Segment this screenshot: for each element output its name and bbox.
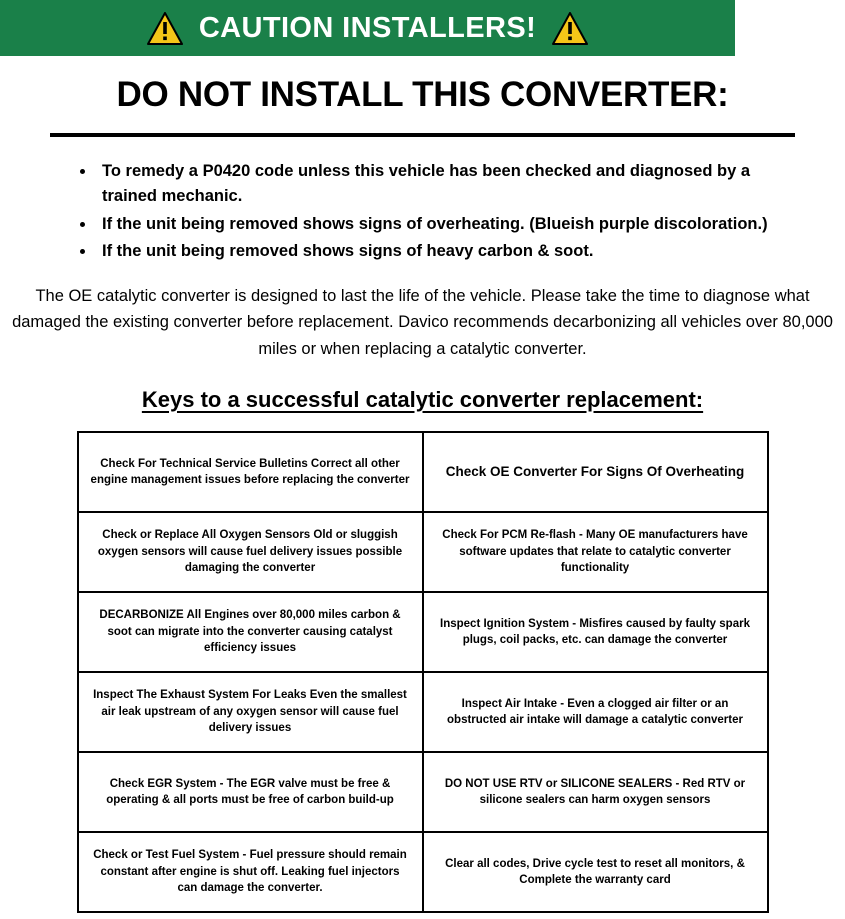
- table-cell-left: Inspect The Exhaust System For Leaks Even the smallest air leak upstream of any oxygen sensor will cause fuel delivery issues: [78, 672, 423, 752]
- list-item: • If the unit being removed shows signs of overheating. (Blueish purple discoloration.): [96, 212, 775, 238]
- caution-banner: [0, 0, 735, 56]
- table-cell-right: Inspect Air Intake - Even a clogged air filter or an obstructed air intake will damage a catalytic converter: [423, 672, 768, 752]
- table-row: [78, 752, 768, 832]
- table-cell-right: Check For PCM Re-flash - Many OE manufacturers have software updates that relate to catalytic converter functionality: [423, 512, 768, 592]
- table-cell-right: Inspect Ignition System - Misfires caused by faulty spark plugs, coil packs, etc. can damage the converter: [423, 592, 768, 672]
- table-cell-left: Check or Test Fuel System - Fuel pressure should remain constant after engine is shut off. Leaking fuel injectors can damage the converter.: [78, 832, 423, 912]
- caution-banner-text: CAUTION INSTALLERS!: [198, 11, 537, 44]
- table-cell-right: Clear all codes, Drive cycle test to reset all monitors, & Complete the warranty card: [423, 832, 768, 912]
- table-cell-left: DECARBONIZE All Engines over 80,000 miles carbon & soot can migrate into the converter causing catalyst efficiency issues: [78, 592, 423, 672]
- advisory-paragraph: The OE catalytic converter is designed to last the life of the vehicle. Please take the time to diagnose what damaged the existing converter before replacement. Davico recommends decarbonizing all vehicles over 80,000 miles or when replacing a catalytic converter.: [12, 286, 833, 359]
- table-cell-left: Check For Technical Service Bulletins Correct all other engine management issues before replacing the converter: [78, 432, 423, 512]
- page-title: DO NOT INSTALL THIS CONVERTER:: [116, 75, 729, 114]
- table-row: [78, 432, 768, 512]
- title-divider: [50, 133, 795, 137]
- table-cell-right: DO NOT USE RTV or SILICONE SEALERS - Red RTV or silicone sealers can harm oxygen sensors: [423, 752, 768, 832]
- list-item: • If the unit being removed shows signs of heavy carbon & soot.: [96, 239, 775, 265]
- table-row: [78, 512, 768, 592]
- table-row: [78, 592, 768, 672]
- table-row: [78, 832, 768, 912]
- warning-triangle-icon: [147, 12, 183, 45]
- warning-triangle-icon: [552, 12, 588, 45]
- table-cell-right: Check OE Converter For Signs Of Overheating: [423, 432, 768, 512]
- keys-heading: Keys to a successful catalytic converter replacement:: [141, 386, 704, 412]
- table-cell-left: Check EGR System - The EGR valve must be free & operating & all ports must be free of carbon build-up: [78, 752, 423, 832]
- keys-table: [77, 431, 769, 913]
- table-cell-left: Check or Replace All Oxygen Sensors Old or sluggish oxygen sensors will cause fuel delivery issues possible damaging the converter: [78, 512, 423, 592]
- table-row: [78, 672, 768, 752]
- list-item: • To remedy a P0420 code unless this vehicle has been checked and diagnosed by a trained mechanic.: [96, 159, 775, 210]
- do-not-install-list: [0, 159, 845, 265]
